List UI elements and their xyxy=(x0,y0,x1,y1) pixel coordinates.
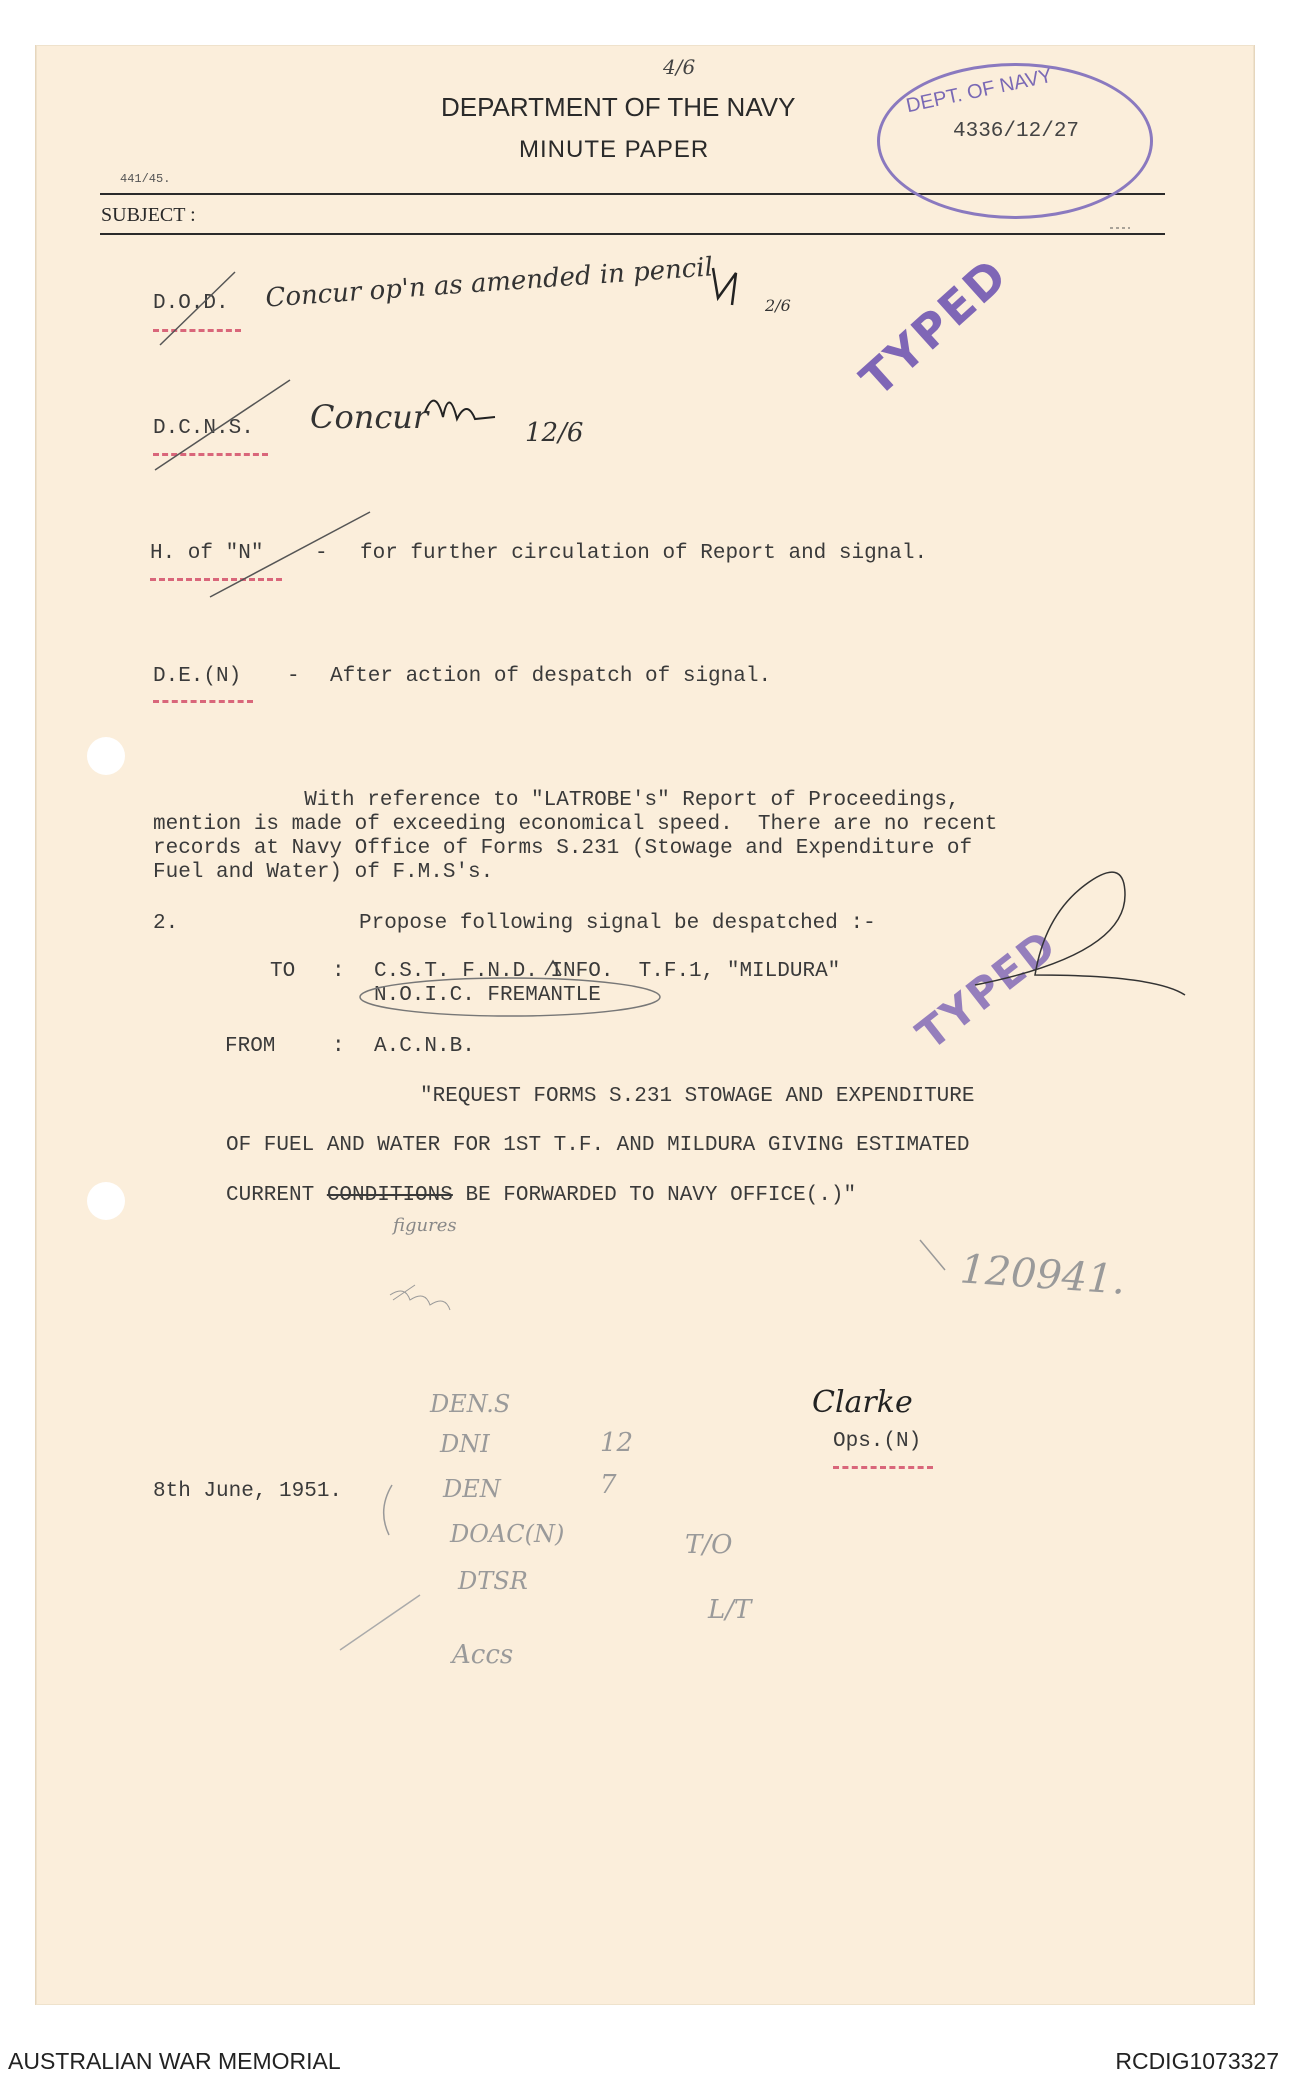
to-label: TO xyxy=(270,960,296,983)
colon: : xyxy=(332,1035,345,1058)
body-line: With reference to "LATROBE's" Report of Proceedings, xyxy=(153,789,960,812)
page-number-hand: 4/6 xyxy=(663,55,696,79)
struck-word: CONDITIONS xyxy=(326,1184,453,1207)
dod-initial-date: 2/6 xyxy=(765,296,791,315)
pencil-distribution: DNI xyxy=(440,1430,490,1458)
insert-caret xyxy=(545,961,561,975)
typed-stamp: TYPED xyxy=(849,247,1019,407)
footer-archive-name: AUSTRALIAN WAR MEMORIAL xyxy=(8,2048,341,2074)
form-reference: 441/45. xyxy=(120,172,171,186)
pencil-bracket xyxy=(384,1485,392,1535)
from-label: FROM xyxy=(225,1035,276,1058)
stamp-dept-text: DEPT. OF NAVY xyxy=(904,64,1055,118)
routing-label-dcns: D.C.N.S. xyxy=(153,417,254,440)
routing-label-h-of-n: H. of "N" xyxy=(150,542,264,565)
body-line: Fuel and Water) of F.M.S's. xyxy=(153,861,494,884)
routing-dash: - xyxy=(287,665,300,688)
to-addressee-2: N.O.I.C. FREMANTLE xyxy=(374,984,601,1007)
routing-label-den: D.E.(N) xyxy=(153,665,242,688)
document-date: 8th June, 1951. xyxy=(153,1480,343,1503)
colon: : xyxy=(332,960,345,983)
department-title: DEPARTMENT OF THE NAVY xyxy=(441,92,796,122)
signature-title: Ops.(N) xyxy=(833,1430,922,1453)
pencil-stroke xyxy=(340,1595,420,1650)
to-addressees: C.S.T. F.N.D. INFO. T.F.1, "MILDURA" xyxy=(374,960,841,983)
pencil-distribution: DTSR xyxy=(458,1567,528,1595)
dod-handwritten-note: Concur op'n as amended in pencil xyxy=(264,252,714,314)
dcns-signature-stroke xyxy=(425,401,495,419)
pencil-insert-figures: figures xyxy=(393,1215,457,1236)
signal-text-line-2: OF FUEL AND WATER FOR 1ST T.F. AND MILDURA GIVING ESTIMATED xyxy=(226,1134,970,1157)
signal-word: BE FORWARDED TO NAVY OFFICE(.)" xyxy=(465,1184,857,1207)
subject-label: SUBJECT : xyxy=(101,204,196,226)
pencil-stroke xyxy=(920,1240,945,1270)
pencil-distribution: DEN xyxy=(443,1475,501,1503)
body-line: mention is made of exceeding economical speed. There are no recent xyxy=(153,813,998,836)
routing-h-of-n-text: for further circulation of Report and signal. xyxy=(360,542,928,565)
pencil-stroke xyxy=(393,1285,415,1300)
circled-addressee xyxy=(360,978,660,1016)
dcns-initial-date: 12/6 xyxy=(525,418,584,448)
pencil-mark: 12 xyxy=(600,1428,634,1458)
tick-stroke xyxy=(210,512,370,597)
scribble-loop xyxy=(975,872,1185,995)
signal-word: CURRENT xyxy=(226,1184,315,1207)
signature-handwritten: Clarke xyxy=(812,1385,913,1420)
pencil-distribution: DEN.S xyxy=(430,1390,511,1418)
pencil-mark: L/T xyxy=(708,1595,752,1625)
from-value: A.C.N.B. xyxy=(374,1035,475,1058)
dtg-handwritten: 120941. xyxy=(958,1246,1127,1304)
body-line: records at Navy Office of Forms S.231 (Stowage and Expenditure of xyxy=(153,837,973,860)
pencil-mark: 7 xyxy=(600,1470,617,1500)
dod-initial-stroke xyxy=(713,268,736,305)
paragraph-2-text: Propose following signal be despatched :- xyxy=(359,912,876,935)
routing-dash: - xyxy=(315,542,328,565)
pencil-distribution: DOAC(N) xyxy=(450,1520,565,1548)
dcns-handwritten-note: Concur xyxy=(310,398,429,436)
form-title: MINUTE PAPER xyxy=(519,136,710,163)
routing-label-dod: D.O.D. xyxy=(153,292,229,315)
pencil-caret xyxy=(390,1291,450,1310)
pencil-distribution: Accs xyxy=(452,1640,514,1670)
stamp-file-number: 4336/12/27 xyxy=(953,120,1080,143)
typed-stamp: TYPED xyxy=(907,919,1067,1060)
paragraph-number: 2. xyxy=(153,912,179,935)
routing-den-text: After action of despatch of signal. xyxy=(330,665,772,688)
tick-stroke xyxy=(155,380,290,470)
pencil-mark: T/O xyxy=(685,1530,733,1560)
tick-stroke xyxy=(160,272,235,345)
footer-record-id: RCDIG1073327 xyxy=(1115,2048,1279,2074)
signal-text-line-1: "REQUEST FORMS S.231 STOWAGE AND EXPENDITURE xyxy=(420,1085,975,1108)
